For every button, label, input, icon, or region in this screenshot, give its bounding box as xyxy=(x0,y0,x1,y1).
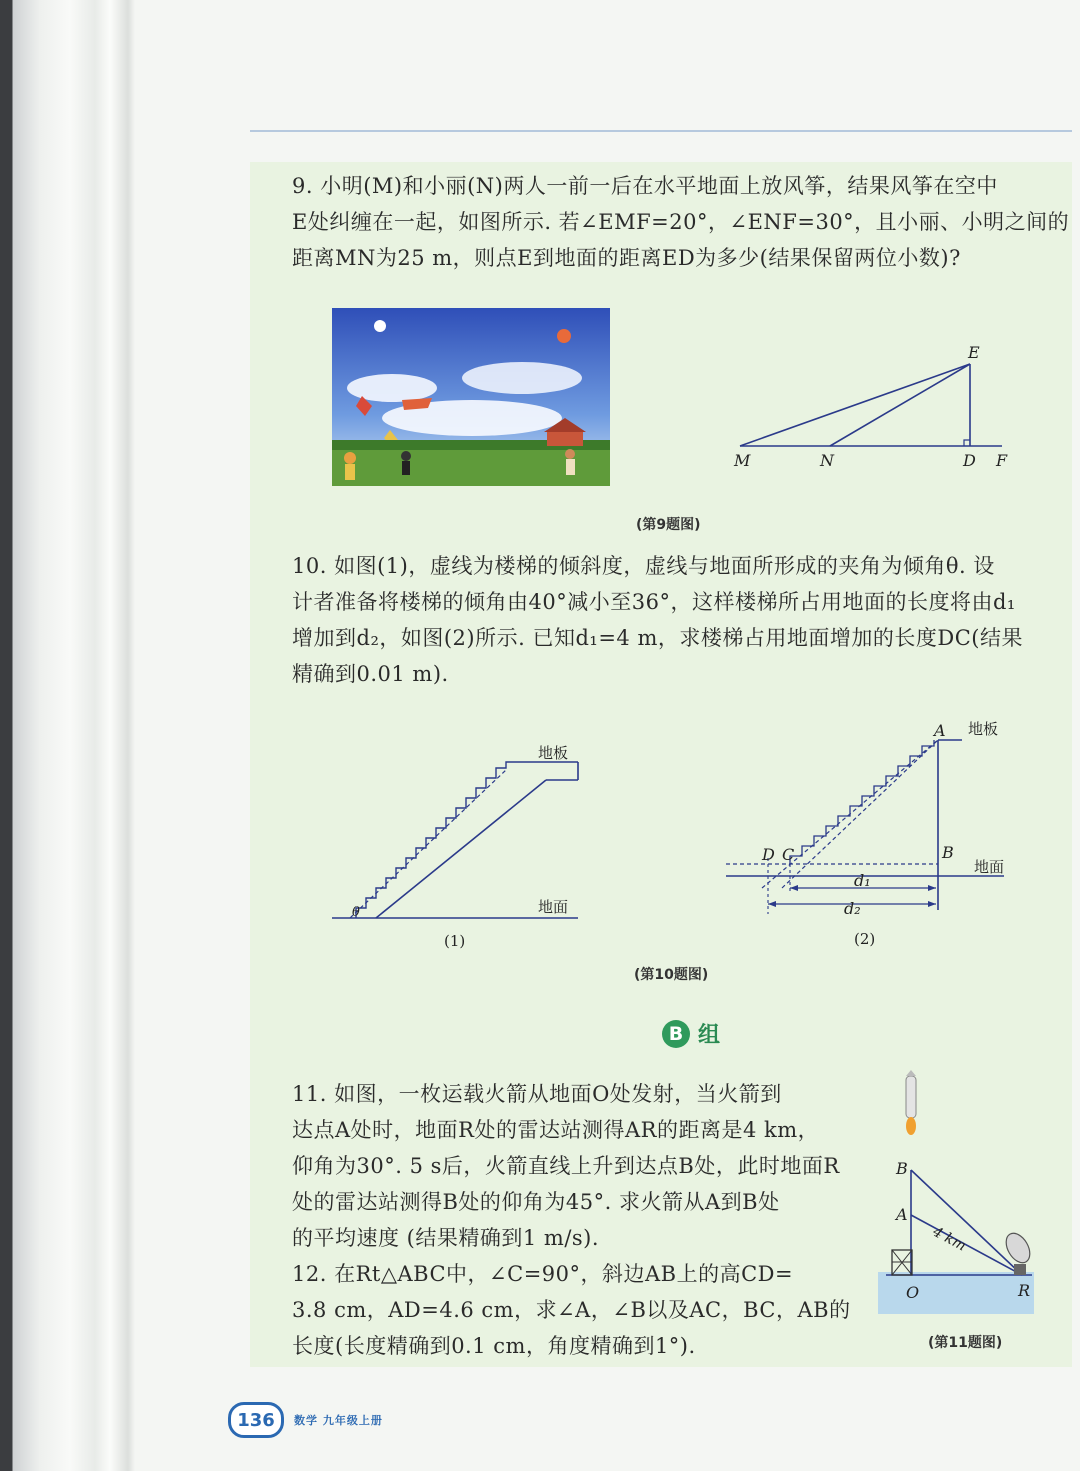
book-title: 数学 九年级上册 xyxy=(294,1414,383,1427)
figure-10-1-diagram xyxy=(328,740,588,955)
fig10-label-A: A xyxy=(934,721,946,740)
problem-10-line-1: 10. 如图(1)，虚线为楼梯的倾斜度，虚线与地面所形成的夹角为倾角θ. 设 xyxy=(292,554,995,578)
fig10-sub1: (1) xyxy=(444,932,466,950)
fig11-label-A: A xyxy=(896,1205,908,1224)
fig10-2-ground-label: 地面 xyxy=(974,858,1005,876)
figure-10-caption: (第10题图) xyxy=(634,967,709,983)
problem-12-line-2: 3.8 cm，AD=4.6 cm，求∠A，∠B以及AC，BC，AB的 xyxy=(292,1298,851,1322)
problem-11-line-4: 处的雷达站测得B处的仰角为45°. 求火箭从A到B处 xyxy=(292,1190,780,1214)
book-spine-edge xyxy=(0,0,135,1471)
problem-10-line-4: 精确到0.01 m). xyxy=(292,662,449,686)
problem-11-line-1: 11. 如图，一枚运载火箭从地面O处发射，当火箭到 xyxy=(292,1082,782,1106)
problem-9-line-2: E处纠缠在一起，如图所示. 若∠EMF=20°，∠ENF=30°，且小丽、小明之间的 xyxy=(292,210,1070,234)
problem-9-line-1: 9. 小明(M)和小丽(N)两人一前一后在水平地面上放风筝，结果风筝在空中 xyxy=(292,174,998,198)
fig11-label-B: B xyxy=(896,1159,908,1178)
fig10-label-B: B xyxy=(942,843,954,862)
figure-9-diagram xyxy=(730,340,1030,480)
kite-photo-illustration xyxy=(332,308,610,486)
fig9-label-N: N xyxy=(820,451,834,470)
fig10-label-C: C xyxy=(782,845,795,864)
fig11-label-O: O xyxy=(906,1283,920,1302)
figure-11-caption: (第11题图) xyxy=(928,1335,1003,1351)
section-b-heading xyxy=(662,1018,720,1049)
page-number: 136 xyxy=(228,1402,284,1438)
problem-12-line-1: 12. 在Rt△ABC中，∠C=90°，斜边AB上的高CD= xyxy=(292,1262,794,1286)
problem-11-line-2: 达点A处时，地面R处的雷达站测得AR的距离是4 km， xyxy=(292,1118,820,1142)
fig10-1-ground-label: 地面 xyxy=(538,898,569,916)
header-rule xyxy=(250,130,1072,132)
fig9-label-F: F xyxy=(996,451,1008,470)
fig10-label-D: D xyxy=(762,845,775,864)
figure-9-caption: (第9题图) xyxy=(636,517,701,533)
problem-12-line-3: 长度(长度精确到0.1 cm，角度精确到1°). xyxy=(292,1334,696,1358)
section-b-badge: B xyxy=(662,1020,690,1048)
problem-10-line-2: 计者准备将楼梯的倾角由40°减小至36°，这样楼梯所占用地面的长度将由d₁ xyxy=(292,590,1016,614)
fig10-2-floor-label: 地板 xyxy=(968,720,999,738)
fig11-label-R: R xyxy=(1018,1281,1031,1300)
section-b-label: 组 xyxy=(698,1023,721,1048)
fig10-theta: θ xyxy=(352,905,360,920)
figure-10-2-diagram xyxy=(722,718,1022,953)
fig10-label-d1: d₁ xyxy=(854,871,871,890)
fig9-label-M: M xyxy=(734,451,751,470)
kite-photo xyxy=(332,308,610,486)
fig9-label-E: E xyxy=(968,343,980,362)
figure-11-diagram xyxy=(876,1070,1036,1320)
fig11-label-distance: 4 km xyxy=(929,1223,969,1255)
fig10-sub2: (2) xyxy=(854,930,876,948)
fig10-1-floor-label: 地板 xyxy=(538,744,569,762)
fig10-label-d2: d₂ xyxy=(844,899,861,918)
fig9-label-D: D xyxy=(963,451,976,470)
page-footer xyxy=(228,1402,383,1438)
problem-9-line-3: 距离MN为25 m，则点E到地面的距离ED为多少(结果保留两位小数)? xyxy=(292,246,961,270)
problem-11-line-5: 的平均速度 (结果精确到1 m/s). xyxy=(292,1226,600,1250)
problem-11-line-3: 仰角为30°. 5 s后，火箭直线上升到达点B处，此时地面R xyxy=(292,1154,840,1178)
problem-10-line-3: 增加到d₂，如图(2)所示. 已知d₁=4 m，求楼梯占用地面增加的长度DC(结果 xyxy=(292,626,1023,650)
